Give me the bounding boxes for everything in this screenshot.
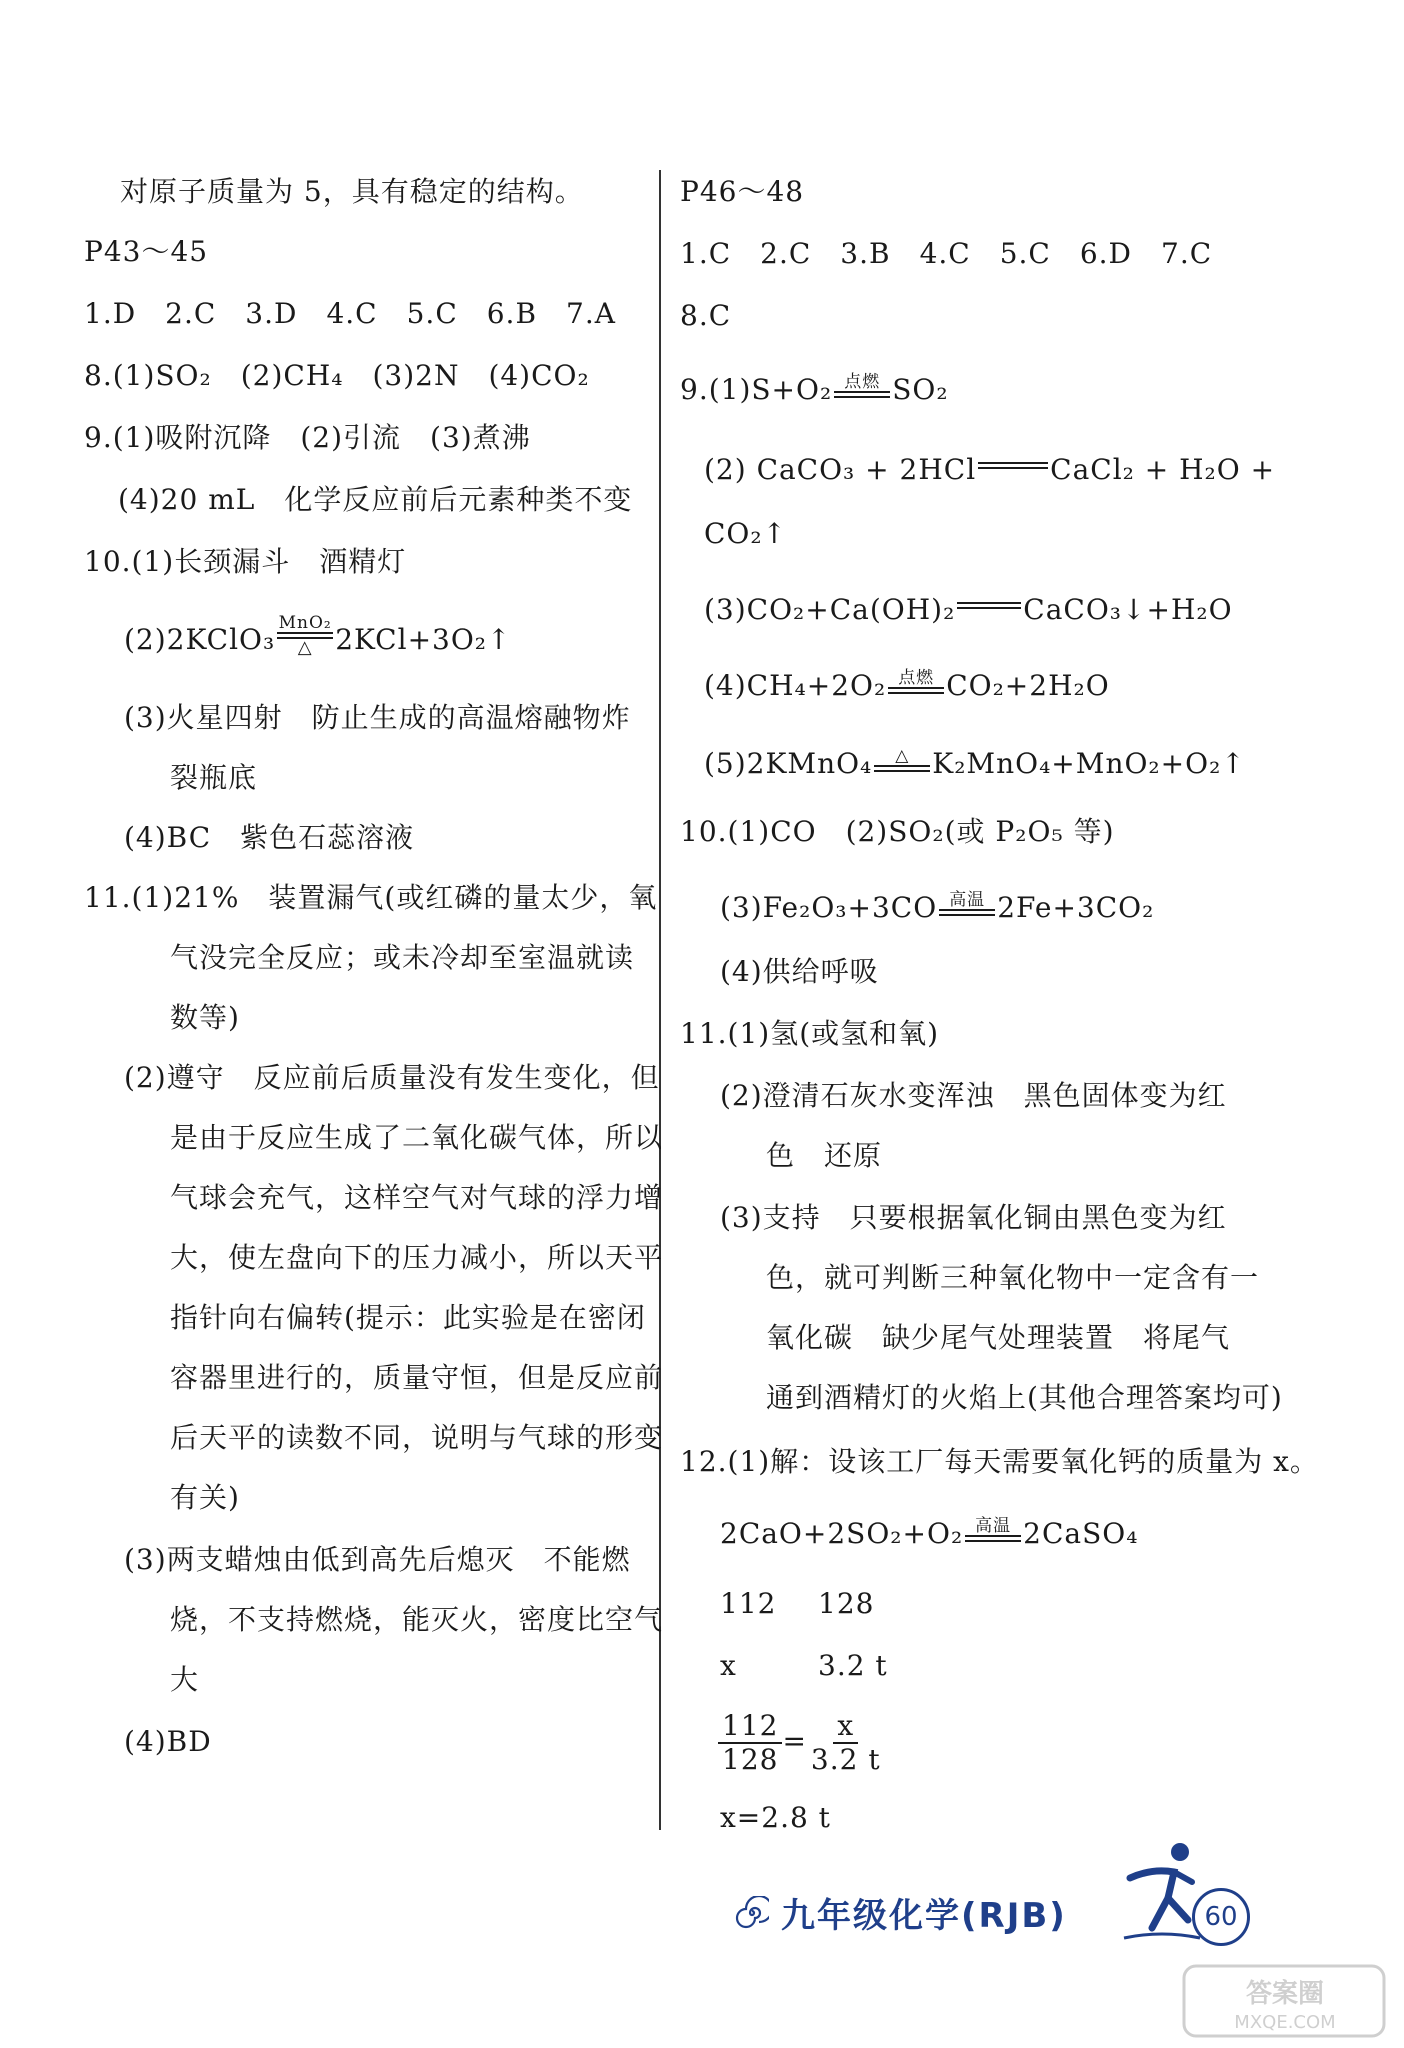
left-line-4: 8.(1)SO₂ (2)CH₄ (3)2N (4)CO₂ <box>84 359 590 392</box>
eq-left: (2) CaCO₃ + 2HCl <box>704 453 977 486</box>
right-equation-2 <box>704 452 1275 488</box>
left-line-23: (3)两支蜡烛由低到高先后熄灭 不能燃 <box>124 1543 631 1576</box>
right-line-25: x=2.8 t <box>720 1801 831 1834</box>
eq-right: K₂MnO₄+MnO₂+O₂↑ <box>932 747 1246 780</box>
eq-left: (3)CO₂+Ca(OH)₂ <box>704 593 956 626</box>
reaction-arrow <box>874 747 930 772</box>
right-line-19: 通到酒精灯的火焰上(其他合理答案均可) <box>766 1381 1283 1414</box>
right-line-6: CO₂↑ <box>704 517 788 550</box>
eq-condition: 点燃 <box>898 668 935 688</box>
right-line-22b: 128 <box>818 1587 875 1620</box>
left-line-25: 大 <box>170 1663 200 1696</box>
left-line-16: 是由于反应生成了二氧化碳气体，所以 <box>170 1121 664 1154</box>
eq-bar <box>957 602 1021 609</box>
eq-condition: MnO₂ <box>278 613 332 633</box>
proportion-equals: = <box>782 1724 807 1758</box>
svg-text:答案圈: 答案圈 <box>1245 1979 1325 2009</box>
eq-left: (4)CH₄+2O₂ <box>704 669 887 702</box>
right-equation-7 <box>720 1516 1138 1552</box>
right-line-3: 8.C <box>680 299 732 332</box>
eq-right: CO₂+2H₂O <box>946 669 1110 702</box>
fraction-right: $\frac{x}{3.2 t}$ <box>810 1709 881 1776</box>
left-line-1: 对原子质量为 5，具有稳定的结构。 <box>120 175 584 208</box>
watermark-logo <box>1180 1960 1390 2040</box>
eq-left: 9.(1)S+O₂ <box>680 373 833 406</box>
fraction-left: $\frac{112}{128}$ <box>718 1710 782 1776</box>
eq-condition: 高温 <box>975 1516 1012 1536</box>
right-line-16: (3)支持 只要根据氧化铜由黑色变为红 <box>720 1201 1227 1234</box>
eq-right: CaCl₂ + H₂O + <box>1050 453 1276 486</box>
right-line-23a: x <box>720 1649 737 1682</box>
left-line-11: (4)BC 紫色石蕊溶液 <box>124 821 415 854</box>
left-line-7: 10.(1)长颈漏斗 酒精灯 <box>84 545 407 578</box>
swirl-icon <box>735 1896 769 1930</box>
right-line-2: 1.C 2.C 3.B 4.C 5.C 6.D 7.C <box>680 237 1213 270</box>
left-line-24: 烧，不支持燃烧，能灭火，密度比空气 <box>170 1603 664 1636</box>
eq-right: 2CaSO₄ <box>1023 1517 1139 1550</box>
right-line-18: 氧化碳 缺少尾气处理装置 将尾气 <box>766 1321 1231 1354</box>
eq-right: CaCO₃↓+H₂O <box>1023 593 1233 626</box>
right-proportion <box>718 1710 885 1776</box>
left-line-26: (4)BD <box>124 1725 212 1758</box>
right-equation-5 <box>704 746 1246 782</box>
svg-text:MXQE.COM: MXQE.COM <box>1234 2012 1336 2033</box>
reaction-arrow <box>939 891 995 916</box>
eq-condition: 点燃 <box>844 372 881 392</box>
book-title: 九年级化学(RJB) <box>781 1896 1067 1936</box>
reaction-arrow <box>957 602 1021 609</box>
left-line-3: 1.D 2.C 3.D 4.C 5.C 6.B 7.A <box>84 297 616 330</box>
eq-bar <box>939 909 995 916</box>
eq-right: 2Fe+3CO₂ <box>997 891 1155 924</box>
left-line-10: 裂瓶底 <box>170 761 258 794</box>
left-line-13: 气没完全反应；或未冷却至室温就读 <box>170 941 635 974</box>
left-line-19: 指针向右偏转(提示：此实验是在密闭 <box>170 1301 646 1334</box>
section-heading-p43: P43～45 <box>84 235 209 268</box>
eq-left: 2CaO+2SO₂+O₂ <box>720 1517 964 1550</box>
right-line-23b: 3.2 t <box>818 1649 888 1682</box>
section-heading-p46: P46～48 <box>680 175 805 208</box>
right-line-14: (2)澄清石灰水变浑浊 黑色固体变为红 <box>720 1079 1227 1112</box>
reaction-arrow <box>888 669 944 694</box>
reaction-arrow <box>965 1517 1021 1542</box>
footer-branding <box>735 1888 1067 1937</box>
right-line-15: 色 还原 <box>766 1139 883 1172</box>
left-line-12: 11.(1)21% 装置漏气(或红磷的量太少，氧 <box>84 881 658 914</box>
eq-bar <box>888 687 944 694</box>
left-line-6: (4)20 mL 化学反应前后元素种类不变 <box>118 483 633 516</box>
eq-left: (5)2KMnO₄ <box>704 747 873 780</box>
left-line-17: 气球会充气，这样空气对气球的浮力增 <box>170 1181 664 1214</box>
left-line-14: 数等) <box>170 1001 240 1034</box>
reaction-arrow <box>978 462 1048 469</box>
right-equation-4 <box>704 668 1110 704</box>
left-line-22: 有关) <box>170 1481 240 1514</box>
right-equation-1 <box>680 372 949 408</box>
eq-condition: 高温 <box>949 890 986 910</box>
right-line-17: 色，就可判断三种氧化物中一定含有一 <box>766 1261 1260 1294</box>
right-line-22a: 112 <box>720 1587 777 1620</box>
reaction-arrow <box>834 373 890 398</box>
right-line-13: 11.(1)氢(或氢和氧) <box>680 1017 940 1050</box>
runner-logo-icon <box>1122 1838 1202 1948</box>
right-equation-3 <box>704 592 1233 628</box>
eq-bar <box>978 462 1048 469</box>
eq-bar <box>874 765 930 772</box>
eq-condition: △ <box>895 746 910 766</box>
eq-right: 2KCl+3O₂↑ <box>335 623 512 656</box>
eq-bar <box>965 1535 1021 1542</box>
left-line-9: (3)火星四射 防止生成的高温熔融物炸 <box>124 701 631 734</box>
page-number: 60 <box>1192 1888 1250 1946</box>
left-line-15: (2)遵守 反应前后质量没有发生变化，但 <box>124 1061 660 1094</box>
left-line-21: 后天平的读数不同，说明与气球的形变 <box>170 1421 664 1454</box>
eq-under: △ <box>297 637 313 658</box>
left-line-5: 9.(1)吸附沉降 (2)引流 (3)煮沸 <box>84 421 531 454</box>
eq-left: (2)2KClO₃ <box>124 623 276 656</box>
eq-bar <box>834 391 890 398</box>
column-divider <box>659 170 661 1830</box>
left-equation-kclo3 <box>124 613 512 663</box>
eq-right: SO₂ <box>892 373 949 406</box>
right-line-20: 12.(1)解：设该工厂每天需要氧化钙的质量为 x。 <box>680 1445 1319 1478</box>
right-line-12: (4)供给呼吸 <box>720 955 879 988</box>
reaction-arrow <box>277 614 333 657</box>
left-line-20: 容器里进行的，质量守恒，但是反应前 <box>170 1361 664 1394</box>
right-equation-6 <box>720 890 1154 926</box>
left-line-18: 大，使左盘向下的压力减小，所以天平 <box>170 1241 664 1274</box>
right-line-10: 10.(1)CO (2)SO₂(或 P₂O₅ 等) <box>680 815 1115 848</box>
eq-left: (3)Fe₂O₃+3CO <box>720 891 938 924</box>
